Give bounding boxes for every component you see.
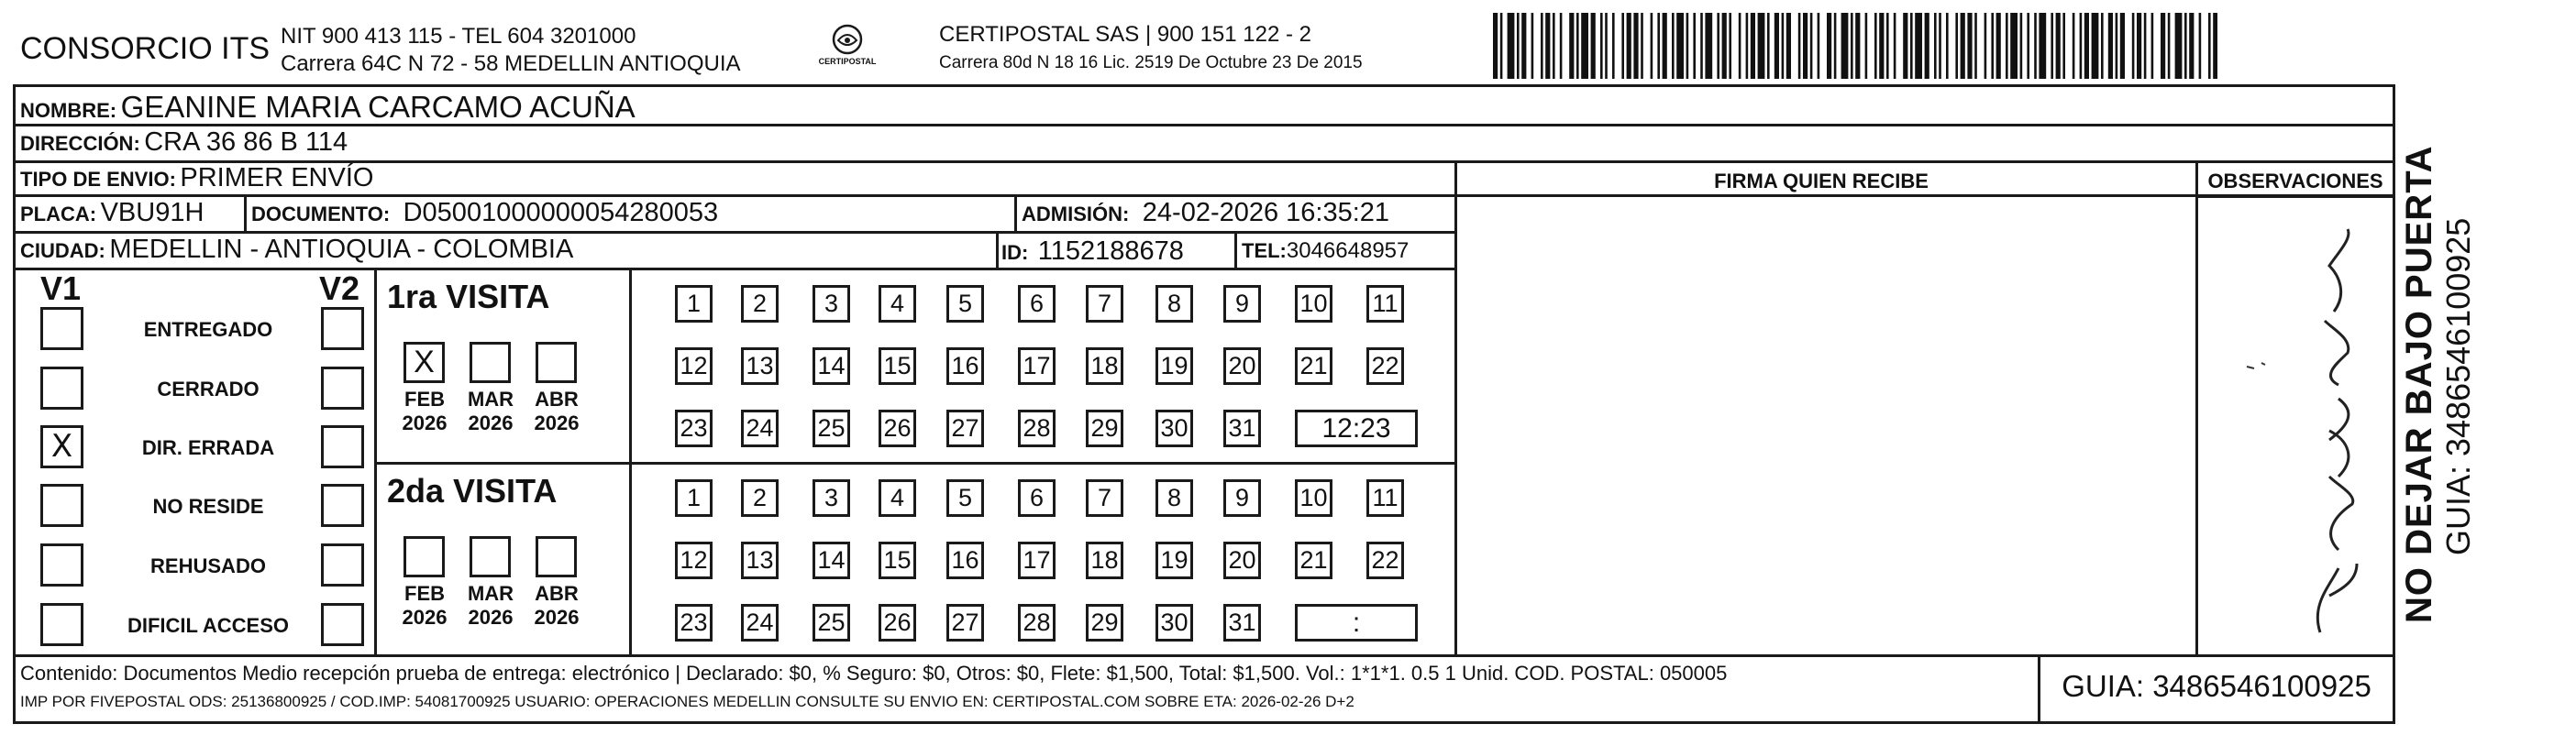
day-box[interactable]: 17 bbox=[1018, 347, 1056, 385]
v2-checkbox-mark bbox=[324, 369, 361, 407]
barcode-bar bbox=[1767, 13, 1770, 79]
status-option-label: ENTREGADO bbox=[143, 318, 273, 341]
v1-checkbox-mark bbox=[43, 487, 81, 524]
barcode-bar bbox=[1967, 13, 1972, 79]
barcode-bar bbox=[2168, 13, 2171, 79]
id-value: 1152188678 bbox=[1037, 236, 1184, 266]
side-guia: GUIA: 3486546100925 bbox=[2439, 217, 2477, 555]
barcode-bar bbox=[1874, 13, 1877, 79]
barcode-bar bbox=[1996, 13, 2001, 79]
barcode-bar bbox=[1879, 13, 1884, 79]
direccion-value: CRA 36 86 B 114 bbox=[144, 127, 348, 157]
tipo-row bbox=[20, 163, 373, 193]
barcode-bar bbox=[1641, 13, 1643, 79]
signature-left-border bbox=[1454, 160, 1457, 655]
barcode-bar bbox=[2006, 13, 2008, 79]
barcode-bar bbox=[2213, 13, 2217, 79]
month-year: 2026 bbox=[468, 606, 514, 629]
month-checkbox[interactable] bbox=[470, 342, 511, 383]
divider bbox=[13, 124, 2395, 126]
v1-checkbox[interactable] bbox=[40, 603, 83, 646]
barcode-bar bbox=[1955, 13, 1958, 79]
barcode-bar bbox=[1717, 13, 1719, 79]
v1-label: V1 bbox=[40, 269, 82, 307]
barcode-bar bbox=[2080, 13, 2083, 79]
barcode-bar bbox=[1910, 13, 1913, 79]
nombre-label: NOMBRE: bbox=[20, 99, 117, 122]
barcode-bar bbox=[1810, 13, 1813, 79]
day-box[interactable]: 1 bbox=[675, 285, 713, 323]
documento-cell bbox=[251, 198, 718, 228]
day-box[interactable]: 15 bbox=[879, 542, 916, 579]
barcode-bar bbox=[1894, 13, 1896, 79]
day-box[interactable]: 21 bbox=[1295, 347, 1332, 385]
month-year: 2026 bbox=[534, 411, 580, 434]
month-name: ABR bbox=[535, 582, 579, 605]
admision-value: 24-02-2026 16:35:21 bbox=[1142, 198, 1390, 227]
month-checkbox[interactable] bbox=[404, 342, 445, 383]
barcode-bar bbox=[1663, 13, 1667, 79]
visit-title: 1ra VISITA bbox=[387, 278, 550, 315]
status-option-label: DIR. ERRADA bbox=[141, 436, 275, 459]
month-checkbox-mark bbox=[472, 345, 508, 380]
barcode-bar bbox=[1657, 13, 1660, 79]
day-box[interactable]: 20 bbox=[1223, 542, 1261, 579]
day-box[interactable]: 28 bbox=[1018, 604, 1056, 642]
barcode-bar bbox=[2108, 13, 2113, 79]
day-box[interactable]: 25 bbox=[813, 604, 850, 642]
certipostal-logo-icon bbox=[805, 22, 890, 75]
month-year: 2026 bbox=[402, 606, 448, 629]
tel-cell bbox=[1242, 238, 1409, 264]
status-option-label: CERRADO bbox=[157, 378, 260, 400]
day-box[interactable]: 6 bbox=[1018, 479, 1056, 517]
barcode-bar bbox=[1865, 13, 1868, 79]
day-box[interactable]: 20 bbox=[1223, 347, 1261, 385]
v1-checkbox-mark: X bbox=[50, 428, 73, 465]
time-box[interactable]: : bbox=[1295, 604, 1418, 642]
v2-checkbox[interactable] bbox=[321, 307, 364, 350]
carrier-address: Carrera 80d N 18 16 Lic. 2519 De Octubre 23 De 2015 bbox=[939, 53, 1363, 72]
barcode-bar bbox=[1651, 13, 1653, 79]
barcode-bar bbox=[2161, 13, 2165, 79]
day-box[interactable]: 24 bbox=[741, 604, 779, 642]
v2-checkbox[interactable] bbox=[321, 367, 364, 410]
barcode-bar bbox=[1531, 13, 1534, 79]
barcode-bar bbox=[1553, 13, 1555, 79]
v1-checkbox-mark bbox=[43, 369, 81, 407]
ciudad-row bbox=[20, 235, 573, 265]
barcode-bar bbox=[1939, 13, 1941, 79]
barcode-bar bbox=[1591, 13, 1596, 79]
day-box[interactable]: 5 bbox=[946, 285, 984, 323]
v1-checkbox[interactable] bbox=[40, 484, 83, 527]
status-option-label: DIFICIL ACCESO bbox=[127, 614, 289, 637]
day-box[interactable]: 16 bbox=[946, 542, 984, 579]
v1-checkbox-mark bbox=[43, 606, 81, 643]
v2-checkbox-mark bbox=[324, 546, 361, 584]
divider bbox=[13, 194, 2395, 197]
barcode-bar bbox=[1541, 13, 1543, 79]
observaciones-header: OBSERVACIONES bbox=[2207, 170, 2383, 192]
barcode-bar bbox=[2132, 13, 2135, 79]
barcode-bar bbox=[1633, 13, 1638, 79]
day-box[interactable]: 7 bbox=[1086, 479, 1123, 517]
ciudad-label: CIUDAD: bbox=[20, 239, 105, 262]
month-label bbox=[525, 582, 589, 630]
day-box[interactable]: 23 bbox=[675, 410, 713, 447]
barcode-bar bbox=[1925, 13, 1929, 79]
certipostal-logo bbox=[805, 22, 890, 75]
barcode-bar bbox=[1581, 13, 1588, 79]
tel-label: TEL: bbox=[1242, 239, 1287, 262]
barcode-bar bbox=[1627, 13, 1631, 79]
divider bbox=[13, 268, 1455, 270]
day-box[interactable]: 27 bbox=[946, 410, 984, 447]
divider bbox=[2195, 195, 2395, 198]
month-checkbox[interactable] bbox=[536, 536, 577, 577]
day-box[interactable]: 13 bbox=[741, 542, 779, 579]
barcode-bar bbox=[2056, 13, 2061, 79]
direccion-row bbox=[20, 127, 348, 158]
barcode-bar bbox=[1600, 13, 1603, 79]
carrier-name: CERTIPOSTAL SAS | 900 151 122 - 2 bbox=[939, 22, 1311, 47]
barcode-bar bbox=[2027, 13, 2029, 79]
v1-checkbox[interactable] bbox=[40, 425, 83, 468]
month-label bbox=[525, 388, 589, 435]
barcode-bar bbox=[2101, 13, 2104, 79]
placa-value: VBU91H bbox=[100, 198, 205, 227]
day-box[interactable]: 30 bbox=[1155, 604, 1193, 642]
barcode-bar bbox=[1751, 13, 1755, 79]
barcode-bar bbox=[1974, 13, 1977, 79]
barcode-bar bbox=[1508, 13, 1515, 79]
time-box[interactable]: 12:23 bbox=[1295, 410, 1418, 447]
day-box[interactable]: 31 bbox=[1223, 604, 1261, 642]
day-box[interactable]: 7 bbox=[1086, 285, 1123, 323]
barcode-bar bbox=[1705, 13, 1712, 79]
tel-value: 3046648957 bbox=[1286, 238, 1410, 263]
divider bbox=[244, 195, 247, 232]
barcode-bar bbox=[1722, 13, 1727, 79]
barcode-bar bbox=[1985, 13, 1987, 79]
v1-checkbox-mark bbox=[43, 310, 81, 347]
divider bbox=[1234, 232, 1237, 269]
barcode-bar bbox=[1786, 13, 1791, 79]
barcode-bar bbox=[2062, 13, 2065, 79]
tipo-label: TIPO DE ENVIO: bbox=[20, 168, 176, 191]
day-box[interactable]: 12 bbox=[675, 347, 713, 385]
v1-checkbox[interactable] bbox=[40, 307, 83, 350]
day-box[interactable]: 16 bbox=[946, 347, 984, 385]
barcode-bar bbox=[1686, 13, 1689, 79]
barcode-bar bbox=[1612, 13, 1615, 79]
day-box[interactable]: 31 bbox=[1223, 410, 1261, 447]
day-box[interactable]: 30 bbox=[1155, 410, 1193, 447]
day-box[interactable]: 5 bbox=[946, 479, 984, 517]
month-checkbox[interactable] bbox=[470, 536, 511, 577]
barcode-bar bbox=[2208, 13, 2211, 79]
day-box[interactable]: 29 bbox=[1086, 604, 1123, 642]
nombre-row bbox=[20, 90, 636, 125]
firma-header: FIRMA QUIEN RECIBE bbox=[1714, 170, 1929, 192]
month-checkbox-mark bbox=[406, 539, 442, 575]
month-label bbox=[392, 582, 457, 630]
barcode-bar bbox=[1855, 13, 1860, 79]
month-name: MAR bbox=[467, 388, 514, 411]
v2-checkbox-mark bbox=[324, 606, 361, 643]
day-box[interactable]: 11 bbox=[1366, 479, 1404, 517]
barcode-bar bbox=[2039, 13, 2046, 79]
day-box[interactable]: 11 bbox=[1366, 285, 1404, 323]
barcode-bar bbox=[1693, 13, 1696, 79]
barcode-bar bbox=[1903, 13, 1907, 79]
day-box[interactable]: 8 bbox=[1155, 285, 1193, 323]
barcode-bar bbox=[1576, 13, 1579, 79]
month-checkbox-mark bbox=[472, 539, 508, 575]
barcode-bar bbox=[1803, 13, 1808, 79]
month-checkbox[interactable] bbox=[536, 342, 577, 383]
admision-label: ADMISIÓN: bbox=[1022, 203, 1130, 225]
v2-checkbox[interactable] bbox=[321, 484, 364, 527]
divider bbox=[996, 232, 999, 269]
day-box[interactable]: 2 bbox=[741, 479, 779, 517]
day-box[interactable]: 22 bbox=[1366, 347, 1404, 385]
barcode-bar bbox=[1560, 13, 1563, 79]
month-year: 2026 bbox=[468, 411, 514, 434]
barcode-bar bbox=[1798, 13, 1801, 79]
barcode-bar bbox=[1676, 13, 1684, 79]
day-box[interactable]: 14 bbox=[813, 347, 850, 385]
company-nit: NIT 900 413 115 - TEL 604 3201000 bbox=[281, 24, 636, 49]
month-label bbox=[459, 388, 523, 435]
day-box[interactable]: 8 bbox=[1155, 479, 1193, 517]
barcode-bar bbox=[2175, 13, 2183, 79]
barcode-bar bbox=[1545, 13, 1550, 79]
documento-label: DOCUMENTO: bbox=[251, 203, 391, 225]
barcode-bar bbox=[1841, 13, 1849, 79]
id-cell bbox=[1001, 236, 1184, 267]
day-box[interactable]: 13 bbox=[741, 347, 779, 385]
barcode-bar bbox=[2020, 13, 2023, 79]
footer-guia: GUIA: 3486546100925 bbox=[2062, 669, 2371, 703]
month-checkbox-mark: X bbox=[414, 345, 435, 379]
day-box[interactable]: 18 bbox=[1086, 347, 1123, 385]
day-box[interactable]: 28 bbox=[1018, 410, 1056, 447]
barcode-bar bbox=[2010, 13, 2018, 79]
divider bbox=[13, 231, 1455, 234]
admision-cell bbox=[1022, 198, 1389, 228]
barcode-bar bbox=[1818, 13, 1820, 79]
v2-checkbox[interactable] bbox=[321, 603, 364, 646]
month-name: MAR bbox=[467, 582, 514, 605]
month-name: FEB bbox=[404, 582, 445, 605]
day-box[interactable]: 19 bbox=[1155, 347, 1193, 385]
barcode-bar bbox=[1517, 13, 1520, 79]
barcode-bar bbox=[1991, 13, 1994, 79]
day-box[interactable]: 12 bbox=[675, 542, 713, 579]
barcode-bar bbox=[1729, 13, 1731, 79]
divider bbox=[374, 462, 1455, 465]
month-checkbox[interactable] bbox=[404, 536, 445, 577]
placa-label: PLACA: bbox=[20, 203, 97, 225]
barcode-bar bbox=[1746, 13, 1749, 79]
status-option-label: NO RESIDE bbox=[152, 495, 264, 518]
day-box[interactable]: 2 bbox=[741, 285, 779, 323]
barcode-bar bbox=[1493, 13, 1498, 79]
tipo-value: PRIMER ENVÍO bbox=[180, 163, 374, 192]
v2-checkbox[interactable] bbox=[321, 425, 364, 468]
day-box[interactable]: 6 bbox=[1018, 285, 1056, 323]
day-box[interactable]: 14 bbox=[813, 542, 850, 579]
month-year: 2026 bbox=[402, 411, 448, 434]
barcode-bar bbox=[1946, 13, 1949, 79]
barcode-bar bbox=[2144, 13, 2147, 79]
barcode-bar bbox=[2189, 13, 2194, 79]
barcode-bar bbox=[1500, 13, 1503, 79]
day-box[interactable]: 22 bbox=[1366, 542, 1404, 579]
day-box[interactable]: 9 bbox=[1223, 479, 1261, 517]
company-address: Carrera 64C N 72 - 58 MEDELLIN ANTIOQUIA bbox=[281, 51, 741, 76]
barcode-bar bbox=[2034, 13, 2037, 79]
barcode-bar bbox=[2051, 13, 2053, 79]
day-box[interactable]: 4 bbox=[879, 479, 916, 517]
status-option-label: REHUSADO bbox=[150, 554, 266, 577]
barcode-bar bbox=[2199, 13, 2202, 79]
month-name: FEB bbox=[404, 388, 445, 411]
v2-checkbox[interactable] bbox=[321, 543, 364, 587]
direccion-label: DIRECCIÓN: bbox=[20, 132, 140, 155]
barcode-bar bbox=[2120, 13, 2125, 79]
month-label bbox=[392, 388, 457, 435]
barcode-bar bbox=[2092, 13, 2099, 79]
day-box[interactable]: 23 bbox=[675, 604, 713, 642]
day-box[interactable]: 29 bbox=[1086, 410, 1123, 447]
id-label: ID: bbox=[1001, 241, 1029, 264]
placa-row bbox=[20, 198, 204, 228]
documento-value: D05001000000054280053 bbox=[403, 198, 719, 227]
barcode-bar bbox=[2084, 13, 2089, 79]
v2-checkbox-mark bbox=[324, 487, 361, 524]
barcode-bar bbox=[1621, 13, 1624, 79]
divider bbox=[629, 269, 632, 655]
month-year: 2026 bbox=[534, 606, 580, 629]
observaciones-left-border bbox=[2195, 160, 2198, 655]
barcode-bar bbox=[1758, 13, 1765, 79]
barcode bbox=[1493, 13, 2217, 79]
barcode-bar bbox=[1672, 13, 1675, 79]
side-warning: NO DEJAR BAJO PUERTA bbox=[2399, 145, 2439, 623]
day-box[interactable]: 3 bbox=[813, 479, 850, 517]
day-box[interactable]: 27 bbox=[946, 604, 984, 642]
day-box[interactable]: 26 bbox=[879, 604, 916, 642]
month-checkbox-mark bbox=[538, 345, 574, 380]
logo-text: CERTIPOSTAL bbox=[818, 57, 877, 66]
day-box[interactable]: 4 bbox=[879, 285, 916, 323]
barcode-bar bbox=[1569, 13, 1574, 79]
barcode-bar bbox=[1605, 13, 1608, 79]
barcode-bar bbox=[1827, 13, 1831, 79]
divider bbox=[1014, 195, 1017, 232]
barcode-bar bbox=[1521, 13, 1526, 79]
barcode-bar bbox=[1739, 13, 1741, 79]
day-box[interactable]: 15 bbox=[879, 347, 916, 385]
v2-label: V2 bbox=[319, 269, 360, 307]
barcode-bar bbox=[1915, 13, 1922, 79]
month-checkbox-mark bbox=[538, 539, 574, 575]
barcode-bar bbox=[1774, 13, 1779, 79]
day-box[interactable]: 18 bbox=[1086, 542, 1123, 579]
day-box[interactable]: 26 bbox=[879, 410, 916, 447]
month-name: ABR bbox=[535, 388, 579, 411]
day-box[interactable]: 24 bbox=[741, 410, 779, 447]
barcode-bar bbox=[2116, 13, 2118, 79]
day-box[interactable]: 1 bbox=[675, 479, 713, 517]
barcode-bar bbox=[1934, 13, 1937, 79]
nombre-value: GEANINE MARIA CARCAMO ACUÑA bbox=[120, 90, 636, 124]
day-box[interactable]: 10 bbox=[1295, 479, 1332, 517]
day-box[interactable]: 9 bbox=[1223, 285, 1261, 323]
barcode-bar bbox=[1700, 13, 1703, 79]
barcode-bar bbox=[2073, 13, 2075, 79]
v2-checkbox-mark bbox=[324, 428, 361, 466]
v1-checkbox-mark bbox=[43, 546, 81, 584]
barcode-bar bbox=[2184, 13, 2187, 79]
handwritten-signature bbox=[2201, 202, 2395, 651]
day-box[interactable]: 3 bbox=[813, 285, 850, 323]
day-box[interactable]: 17 bbox=[1018, 542, 1056, 579]
day-box[interactable]: 19 bbox=[1155, 542, 1193, 579]
barcode-bar bbox=[1782, 13, 1785, 79]
barcode-bar bbox=[2137, 13, 2141, 79]
footer-imp: IMP POR FIVEPOSTAL ODS: 25136800925 / COD.IMP: 54081700925 USUARIO: OPERACIONES MEDELLIN CONSULTE SU ENVIO EN: CERTIPOSTAL.COM SOBRE ETA: 2026-02-26 D+2 bbox=[20, 693, 1354, 710]
day-box[interactable]: 21 bbox=[1295, 542, 1332, 579]
v1-checkbox[interactable] bbox=[40, 367, 83, 410]
v2-checkbox-mark bbox=[324, 310, 361, 347]
barcode-bar bbox=[1961, 13, 1965, 79]
month-label bbox=[459, 582, 523, 630]
barcode-bar bbox=[1834, 13, 1837, 79]
barcode-bar bbox=[1851, 13, 1853, 79]
day-box[interactable]: 10 bbox=[1295, 285, 1332, 323]
visit-title: 2da VISITA bbox=[387, 472, 558, 510]
barcode-bar bbox=[2151, 13, 2154, 79]
footer-contenido: Contenido: Documentos Medio recepción prueba de entrega: electrónico | Declarado: $0, % Seguro: $0, Otros: $0, Flete: $1,500, Total: $1,500. Vol.: 1*1*1. 0.5 1 Unid. COD. POSTAL: 050005 bbox=[20, 662, 1728, 685]
v1-checkbox[interactable] bbox=[40, 543, 83, 587]
company-name: CONSORCIO ITS bbox=[20, 31, 271, 66]
ciudad-value: MEDELLIN - ANTIOQUIA - COLOMBIA bbox=[109, 235, 574, 264]
barcode-bar bbox=[1886, 13, 1889, 79]
day-box[interactable]: 25 bbox=[813, 410, 850, 447]
